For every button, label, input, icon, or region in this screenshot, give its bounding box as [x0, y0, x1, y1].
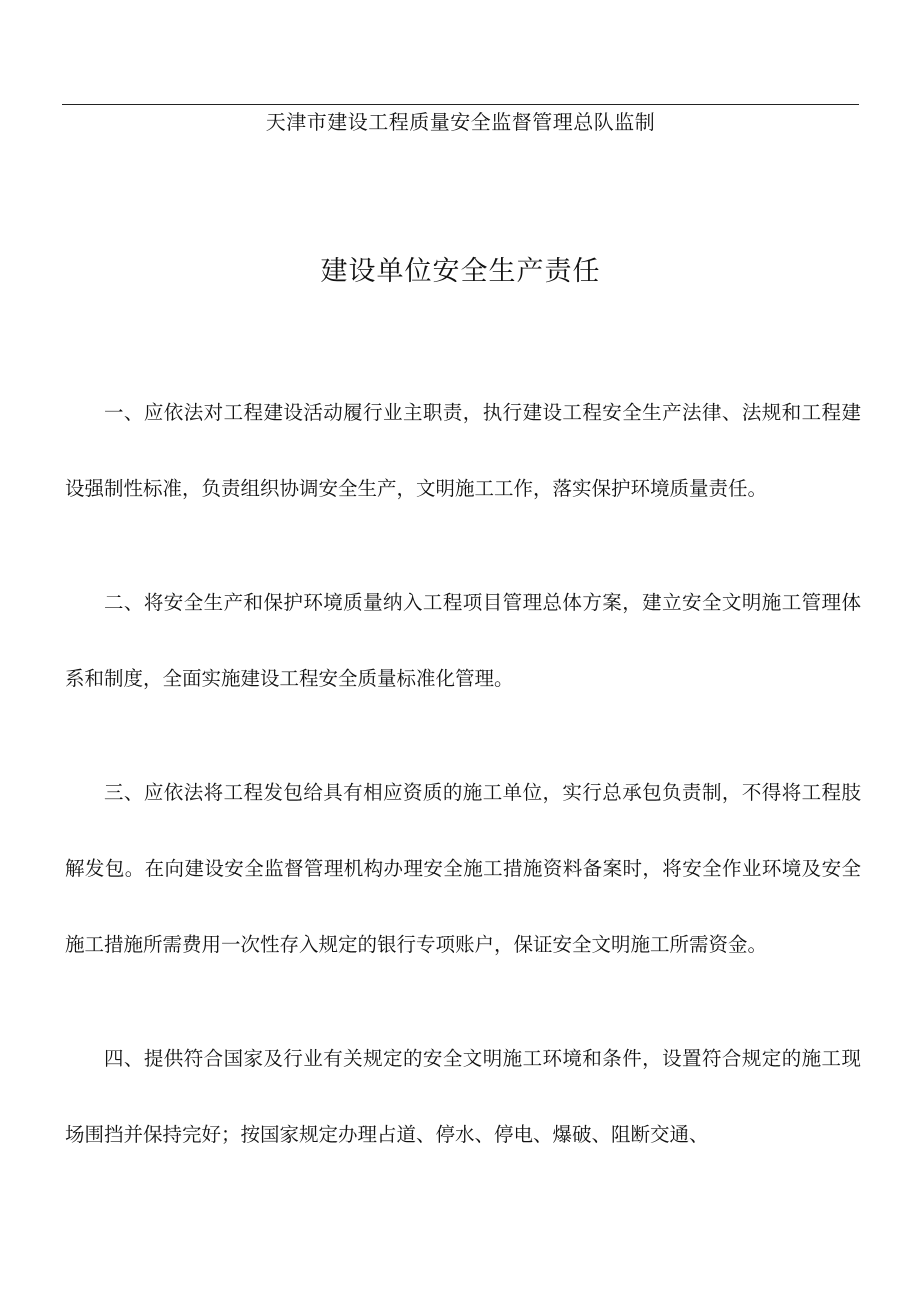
paragraph-1: 一、应依法对工程建设活动履行业主职责，执行建设工程安全生产法律、法规和工程建设强制性标准，负责组织协调安全生产，文明施工工作，落实保护环境质量责任。 [65, 401, 861, 500]
header-issuer: 天津市建设工程质量安全监督管理总队监制 [265, 110, 656, 134]
document-title: 建设单位安全生产责任 [320, 256, 601, 287]
paragraph-3: 三、应依法将工程发包给具有相应资质的施工单位，实行总承包负责制，不得将工程肢解发包。在向建设安全监督管理机构办理安全施工措施资料备案时，将安全作业环境及安全施工措施所需费用一次性存入规定的银行专项账户，保证安全文明施工所需资金。 [65, 781, 861, 956]
header-rule [62, 104, 859, 105]
paragraph-4: 四、提供符合国家及行业有关规定的安全文明施工环境和条件，设置符合规定的施工现场围挡并保持完好；按国家规定办理占道、停水、停电、爆破、阻断交通、 [65, 1047, 861, 1146]
paragraph-2: 二、将安全生产和保护环境质量纳入工程项目管理总体方案，建立安全文明施工管理体系和制度，全面实施建设工程安全质量标准化管理。 [65, 591, 861, 690]
document-body [65, 394, 861, 1211]
